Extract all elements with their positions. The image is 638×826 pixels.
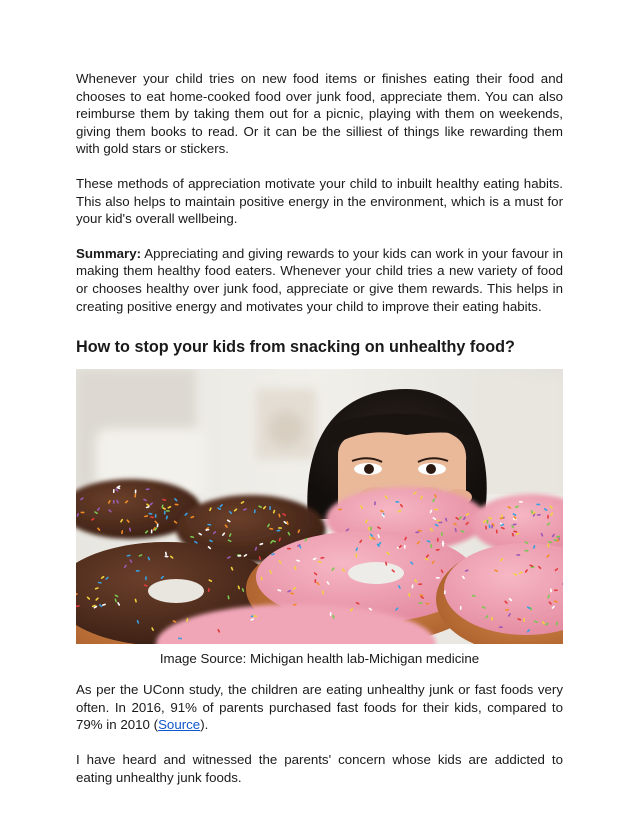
summary-text: Appreciating and giving rewards to your kids can work in your favour in making them healthy food eaters. Whenever your child tries a new variety of food or chooses healthy over junk food, appreciate or give them rewards. This helps in creating positive energy and motivates your child to improve their eating habits. xyxy=(76,245,563,314)
donut-child-photo xyxy=(76,369,563,644)
document-page xyxy=(76,70,563,786)
paragraph-rewards: Whenever your child tries on new food items or finishes eating their food and chooses to eat home-cooked food over junk food, appreciate them. You can also reimburse them by taking them out for a picnic, playing with them on weekends, giving them books to read. Or it can be the silliest of things like rewarding them with gold stars or stickers. xyxy=(76,71,563,157)
paragraph-parents-concern: I have heard and witnessed the parents' concern whose kids are addicted to eating unhealthy junk foods. xyxy=(76,751,563,785)
uconn-text: As per the UConn study, the children are eating unhealthy junk or fast foods very often. In 2016, 91% of parents purchased fast foods for their kids, compared to 79% in 2010 ( xyxy=(76,682,563,733)
paragraph-uconn-study xyxy=(76,681,563,734)
paragraph-summary xyxy=(76,245,563,315)
source-link[interactable]: Source xyxy=(158,717,201,733)
section-heading: How to stop your kids from snacking on unhealthy food? xyxy=(76,338,515,357)
paragraph-appreciation: These methods of appreciation motivate your child to inbuilt healthy eating habits. This also helps to maintain positive energy in the environment, which is a must for your kid's overall wellbeing. xyxy=(76,175,563,227)
uconn-text-end: ). xyxy=(200,717,209,733)
image-caption: Image Source: Michigan health lab-Michigan medicine xyxy=(159,651,480,667)
summary-label: Summary: xyxy=(76,245,142,261)
